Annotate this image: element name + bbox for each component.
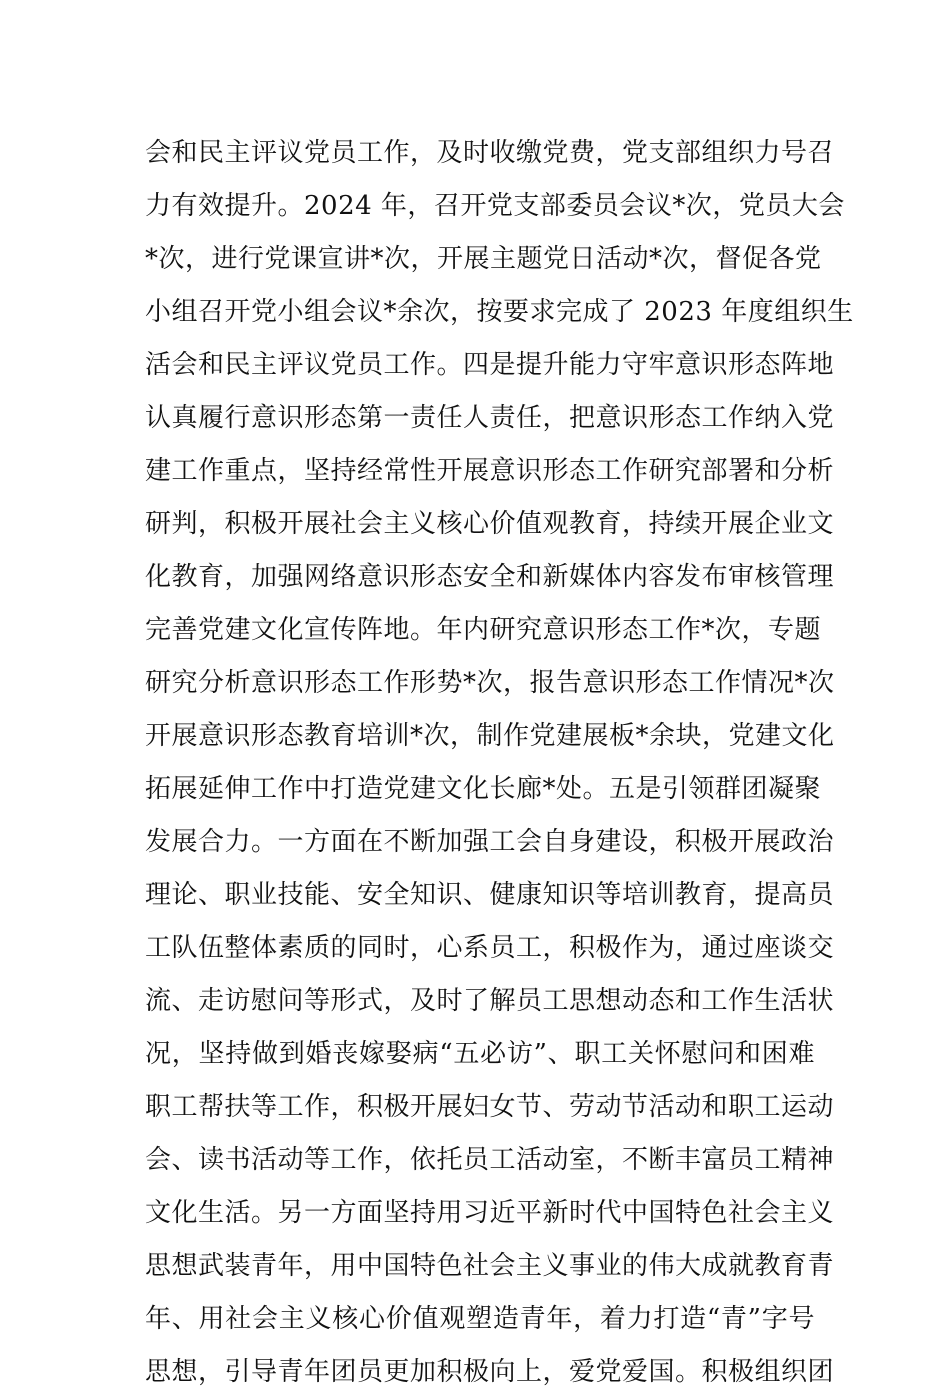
text-line: 认真履行意识形态第一责任人责任，把意识形态工作纳入党: [145, 403, 835, 433]
text-line: 会和民主评议党员工作，及时收缴党费，党支部组织力号召: [145, 138, 835, 168]
text-line: 况，坚持做到婚丧嫁娶病“五必访”、职工关怀慰问和困难: [145, 1039, 815, 1069]
text-line: 完善党建文化宣传阵地。年内研究意识形态工作*次，专题: [145, 615, 822, 645]
text-line: 职工帮扶等工作，积极开展妇女节、劳动节活动和职工运动: [145, 1092, 835, 1122]
text-line: 思想武装青年，用中国特色社会主义事业的伟大成就教育青: [145, 1251, 835, 1281]
text-line: 研究分析意识形态工作形势*次，报告意识形态工作情况*次: [145, 668, 835, 698]
text-line: 年、用社会主义核心价值观塑造青年，着力打造“青”字号: [145, 1304, 815, 1334]
text-line: 理论、职业技能、安全知识、健康知识等培训教育，提高员: [145, 880, 835, 910]
text-line: 研判，积极开展社会主义核心价值观教育，持续开展企业文: [145, 509, 835, 539]
text-line: 发展合力。一方面在不断加强工会自身建设，积极开展政治: [145, 827, 835, 857]
text-line: 拓展延伸工作中打造党建文化长廊*处。五是引领群团凝聚: [145, 774, 822, 804]
text-line: 小组召开党小组会议*余次，按要求完成了 2023 年度组织生: [145, 297, 854, 327]
text-line: 流、走访慰问等形式，及时了解员工思想动态和工作生活状: [145, 986, 835, 1016]
text-line: 文化生活。另一方面坚持用习近平新时代中国特色社会主义: [145, 1198, 835, 1228]
text-line: 会、读书活动等工作，依托员工活动室，不断丰富员工精神: [145, 1145, 835, 1175]
text-line: 化教育，加强网络意识形态安全和新媒体内容发布审核管理: [145, 562, 835, 592]
text-line: *次，进行党课宣讲*次，开展主题党日活动*次，督促各党: [145, 244, 822, 274]
text-line: 思想，引导青年团员更加积极向上，爱党爱国。积极组织团: [145, 1357, 835, 1387]
body-text: [145, 127, 854, 1399]
text-line: 活会和民主评议党员工作。四是提升能力守牢意识形态阵地: [145, 350, 835, 380]
text-line: 开展意识形态教育培训*次，制作党建展板*余块，党建文化: [145, 721, 835, 751]
text-line: 建工作重点，坚持经常性开展意识形态工作研究部署和分析: [145, 456, 835, 486]
text-line: 工队伍整体素质的同时，心系员工，积极作为，通过座谈交: [145, 933, 835, 963]
text-line: 力有效提升。2024 年，召开党支部委员会议*次，党员大会: [145, 191, 845, 221]
